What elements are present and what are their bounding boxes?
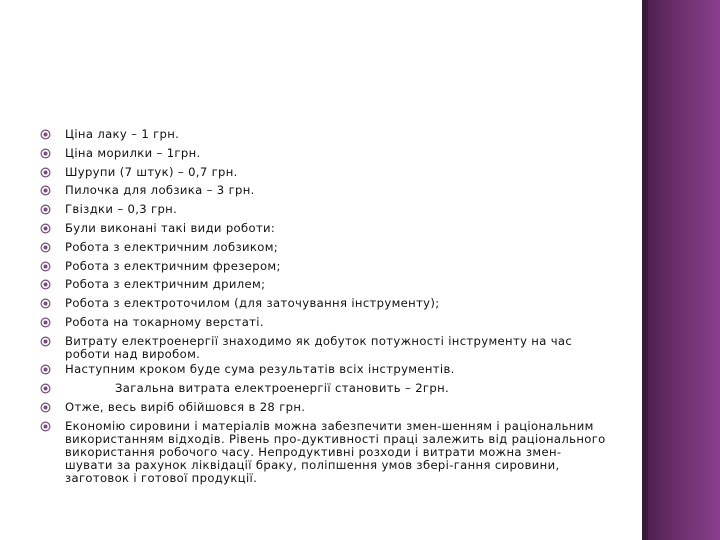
- list-item-text: Робота на токарному верстаті.: [65, 314, 264, 329]
- list-item: [40, 184, 606, 197]
- purple-side-bar: [642, 0, 720, 540]
- list-item: [40, 382, 606, 395]
- bullet-list: [40, 128, 606, 486]
- list-item: [40, 297, 606, 310]
- list-item: [40, 420, 606, 486]
- radio-circle-icon: [40, 421, 51, 432]
- list-item: [40, 260, 606, 273]
- list-item-text: Наступним кроком буде сума результатів всіх інструментів.: [65, 362, 455, 377]
- list-item-text: Робота з електроточилом (для заточування інструменту);: [65, 296, 440, 311]
- radio-circle-icon: [40, 336, 51, 347]
- list-item: [40, 166, 606, 179]
- list-item: [40, 316, 606, 329]
- list-item-text: Робота з електричним лобзиком;: [65, 239, 279, 254]
- list-item-text: Отже, весь виріб обійшовся в 28 грн.: [65, 399, 306, 414]
- list-item-text: Шурупи (7 штук) – 0,7 грн.: [65, 164, 238, 179]
- list-item-text: Витрату електроенергії знаходимо як добуток потужності інструменту на час роботи над виробом.: [65, 333, 573, 361]
- list-item-text: Робота з електричним дрилем;: [65, 277, 266, 292]
- radio-circle-icon: [40, 383, 51, 394]
- radio-circle-icon: [40, 167, 51, 178]
- radio-circle-icon: [40, 185, 51, 196]
- list-item: [40, 222, 606, 235]
- radio-circle-icon: [40, 402, 51, 413]
- list-item: [40, 203, 606, 216]
- list-item: [40, 363, 606, 376]
- radio-circle-icon: [40, 298, 51, 309]
- radio-circle-icon: [40, 364, 51, 375]
- radio-circle-icon: [40, 223, 51, 234]
- radio-circle-icon: [40, 317, 51, 328]
- radio-circle-icon: [40, 129, 51, 140]
- radio-circle-icon: [40, 261, 51, 272]
- list-item: [40, 401, 606, 414]
- slide-content: [40, 128, 606, 488]
- list-item-text: Гвіздки – 0,3 грн.: [65, 202, 178, 217]
- radio-circle-icon: [40, 148, 51, 159]
- list-item-text: Економію сировини і матеріалів можна забезпечити змен-шенням і раціональним використанням відходів. Рівень про-дуктивності праці залежить від раціонального використання робочого часу. Непродуктивні розходи і витрати можна змен-шувати за рахунок ліквідації браку, поліпшення умов збері-гання сировини, заготовок і готової продукції.: [65, 418, 606, 486]
- radio-circle-icon: [40, 242, 51, 253]
- list-item-text: Загальна витрата електроенергії становить – 2грн.: [115, 380, 450, 395]
- list-item: [40, 241, 606, 254]
- list-item-text: Ціна морилки – 1грн.: [65, 145, 201, 160]
- list-item-text: Пилочка для лобзика – 3 грн.: [65, 183, 255, 198]
- list-item: [40, 278, 606, 291]
- list-item-text: Ціна лаку – 1 грн.: [65, 127, 180, 141]
- list-item: [40, 128, 606, 141]
- list-item: [40, 147, 606, 160]
- radio-circle-icon: [40, 279, 51, 290]
- list-item: [40, 335, 606, 361]
- list-item-text: Робота з електричним фрезером;: [65, 258, 281, 273]
- list-item-text: Були виконані такі види роботи:: [65, 220, 276, 235]
- radio-circle-icon: [40, 204, 51, 215]
